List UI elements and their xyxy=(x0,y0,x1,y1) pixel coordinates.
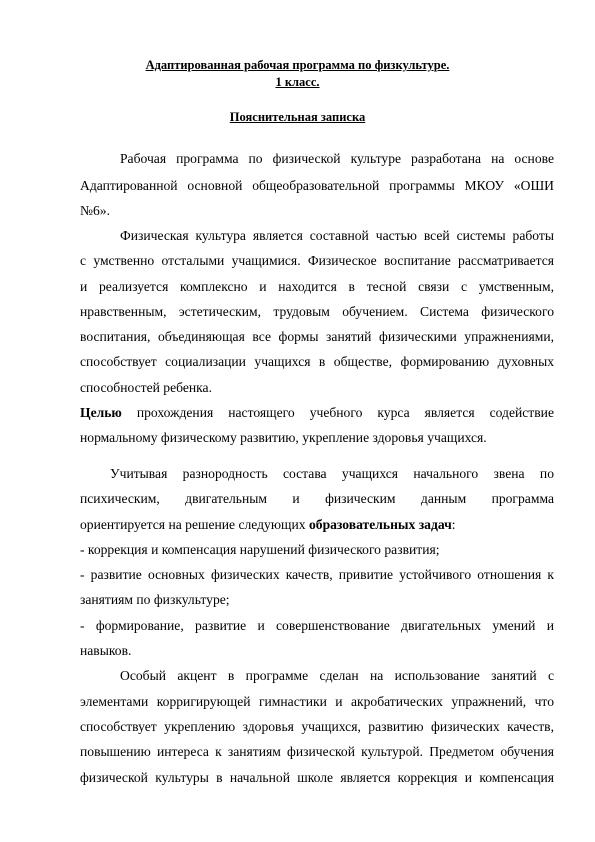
paragraph-4-line-2: психическим, двигательным и физическим данным программа xyxy=(80,491,554,506)
paragraph-4-line-1: Учитывая разнородность состава учащихся начального звена по xyxy=(110,466,554,481)
paragraph-5-line-1: Особый акцент в программе сделан на использование занятий с xyxy=(120,668,554,683)
task-item-3-line-2: навыков. xyxy=(80,643,132,658)
paragraph-2-line-7: способностей ребенка. xyxy=(80,380,212,395)
task-item-1: - коррекция и компенсация нарушений физического развития; xyxy=(80,542,440,557)
paragraph-4-line-3-text: ориентируется на решение следующих xyxy=(80,517,306,532)
paragraph-2-line-5: воспитания, объединяющая все формы занятий физическими упражнениями, xyxy=(80,329,554,344)
paragraph-2-line-6: способствует социализации учащихся в обществе, формированию духовных xyxy=(80,354,554,369)
task-item-3-line-1: - формирование, развитие и совершенствование двигательных умений и xyxy=(80,618,554,633)
paragraph-1-line-3: №6». xyxy=(80,203,110,218)
task-item-2-line-1: - развитие основных физических качеств, привитие устойчивого отношения к xyxy=(80,567,554,582)
paragraph-4-line-3 xyxy=(80,516,554,533)
paragraph-2-line-4: нравственным, эстетическим, трудовым обучением. Система физического xyxy=(80,304,554,319)
section-title: Пояснительная записка xyxy=(229,110,366,124)
document-title: Адаптированная рабочая программа по физкультуре. xyxy=(145,58,450,72)
grade-heading: 1 класс. xyxy=(275,75,320,89)
paragraph-2-line-1: Физическая культура является составной частью всей системы работы xyxy=(120,228,554,243)
paragraph-5-line-4: повышению интереса к занятиям физической культурой. Предметом обучения xyxy=(80,744,554,759)
paragraph-3-line-2: нормальному физическому развитию, укрепление здоровья учащихся. xyxy=(80,430,487,445)
paragraph-5-line-2: элементами корригирующей гимнастики и акробатических упражнений, что xyxy=(80,694,554,709)
goal-keyword: Целью xyxy=(80,405,122,420)
paragraph-3-line-1 xyxy=(80,404,554,421)
paragraph-2-line-2: с умственно отсталыми учащимися. Физическое воспитание рассматривается xyxy=(80,253,554,268)
paragraph-1-line-1: Рабочая программа по физической культуре разработана на основе xyxy=(120,151,554,166)
paragraph-5-line-5: физической культуры в начальной школе является коррекция и компенсация xyxy=(80,770,554,785)
paragraph-5-line-3: способствует укреплению здоровья учащихся, развитию физических качеств, xyxy=(80,719,554,734)
paragraph-2-line-3: и реализуется комплексно и находится в тесной связи с умственным, xyxy=(80,279,554,294)
task-item-2-line-2: занятиям по физкультуре; xyxy=(80,592,230,607)
paragraph-1-line-2: Адаптированной основной общеобразовательной программы МКОУ «ОШИ xyxy=(80,178,554,193)
educational-tasks-keyword: образовательных задач xyxy=(308,517,452,532)
paragraph-3-line-1-text: прохождения настоящего учебного курса является содействие xyxy=(136,405,554,420)
paragraph-4-line-3-colon: : xyxy=(451,517,456,532)
